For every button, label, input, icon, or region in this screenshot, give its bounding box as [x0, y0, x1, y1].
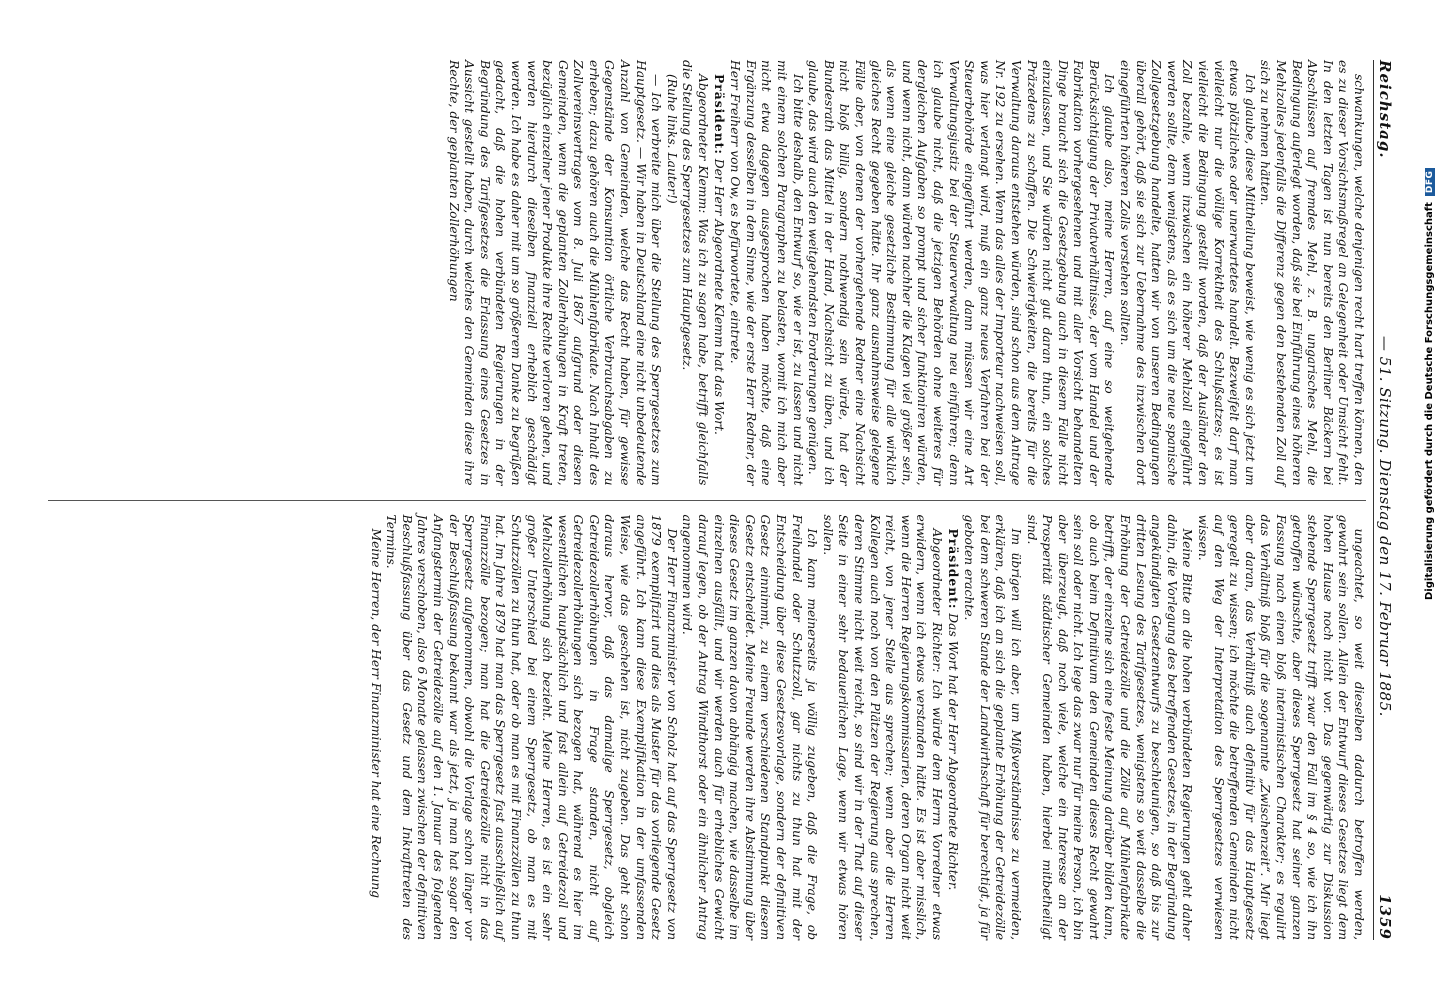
right-column	[48, 515, 1366, 941]
paragraph	[944, 515, 961, 941]
paragraph	[961, 515, 1023, 941]
paragraph-text: Das Wort hat der Herr Abgeordnete Richter.	[945, 613, 960, 891]
paragraph-text: Der Herr Finanzminister von Scholz hat auf das Sperrgesetz von 1879 exemplifizirt und dies als Muster für das vorliegende Gesetz angeführt. Ich kann diese Exemplifikation in der umfassenden Weise, wie das geschehen ist, nicht zugeben. Das geht schon daraus hervor, daß das damalige Sperrgesetz, obgleich Getreidezollerhöhungen in Frage standen, nicht auf Getreidezollerhöhungen sich bezogen hat, während es hier im wesentlichen hauptsächlich und fast allein auf Getreidezoll und Mehlzollerhöhung sich bezieht. Meine Herren, es ist ein sehr großer Unterschied bei einem Sperrgesetz, ob man es mit Schutzzöllen zu thun hat, oder ob man es mit Finanzzöllen zu thun hat. Im Jahre 1879 hat man das Sperrgesetz fast ausschließlich auf Finanzzölle bezogen; man hat die Getreidezölle nicht in das Sperrgesetz aufgenommen, obwohl die Vorlage schon länger vor der Beschlußfassung bekannt war als jetzt, ja man hat sogar den Anfangstermin der Getreidezölle auf den 1. Januar des folgenden Jahres verschoben, also 6 Monate gelassen zwischen der definitiven Beschlußfassung über das Gesetz und dem Inkrafttreten des Termins.	[384, 514, 679, 941]
paragraph-text: Ich glaube, diese Mittheilung beweist, wie wenig es sich jetzt um etwas plötzliches oder unerwartetes handelt. Bezweifelt darf man vielleicht nur die völlige Korrektheit des Schlußsatzes; es ist vielleicht die Bedingung gestellt worden, daß der Ausländer den Zoll bezahle, wenn inzwischen ein höherer Mehlzoll eingeführt werden sollte, denn wenigstens, als es sich um die neue spanische Zollgesetzgebung handelte, hatten wir von unseren Bedingungen überall gehört, daß sie sich zur Uebernahme des inzwischen dort eingeführten höheren Zolls verstehen sollten.	[1118, 60, 1257, 486]
left-column	[48, 60, 1366, 486]
speaker-label: Präsident:	[711, 74, 727, 155]
dfg-logo: DFG	[1425, 168, 1435, 197]
paragraph	[1194, 515, 1366, 941]
paragraph-text: schwankungen, welche denjenigen recht hart treffen können, den es zu dieser Vorsichtsmaßregel an Gelegenheit oder Umsicht fehlt. In den letzten Tagen ist nun bereits den Berliner Bäckern bei Abschlüssen auf fremdes Mehl, z. B. ungarisches Mehl, die Bedingung auferlegt worden, daß sie bei Einführung eines höheren Mehlzolles jedenfalls die Differenz gegen den bestehenden Zoll auf sich zu nehmen hätten.	[1258, 60, 1366, 486]
page-number: 1359	[1376, 894, 1394, 940]
funding-text: Digitalisierung gefördert durch die Deutsche Forschungsgemeinschaft	[1424, 202, 1435, 600]
text-columns	[48, 60, 1366, 940]
paragraph-text: Abgeordneter Klemm: Was ich zu sagen habe, betrifft gleichfalls die Stellung des Sperrgesetzes zum Hauptgesetz.	[680, 60, 711, 486]
paragraph-text: Ich glaube also, meine Herren, auf eine so weitgehende Berücksichtigung der Privatverhältnisse, der vom Handel und der Fabrikation vorhergesehenen und mit aller Vorsicht behandelten Dinge braucht sich die Gesetzgebung auch in diesem Falle nicht einzulassen, und Sie würden nicht gut daran thun, ein solches Präzedens zu schaffen. Die Schwierigkeiten, die bereits für die Verwaltung daraus entstehen würden, sind schon aus dem Antrage Nr. 192 zu ersehen. Wenn das alles der Importeur nachweisen soll, was hier verlangt wird, muß ein ganz neues Verfahren bei der Steuerbehörde eingeführt werden, dann müssen wir eine Art Verwaltungsjustiz bei der Steuerverwaltung neu einführen; denn ich glaube nicht, daß die jetzigen Behörden ohne weiteres für dergleichen Aufgaben so prompt und sicher funktioniren würden, und wenn nicht, dann würden nachher die Klagen viel größer sein, als wenn eine gleiche gesetzliche Bestimmung für alle wirklich gleiches Recht gegeben hätte. Ihr ganz ausnahmsweise gelegene Fälle aber, von denen der vorhergehende Redner eine Nachsicht nicht bloß billig, sondern nothwendig sein würde, hat der Bundesrath das Mittel in der Hand, Nachsicht zu üben, und ich glaube, das wird auch den weitgehendsten Forderungen genügen.	[806, 60, 1117, 486]
paragraph	[1257, 60, 1366, 486]
header-publication: Reichstag.	[1376, 60, 1394, 159]
paragraph-text: Der Herr Abgeordnete Klemm hat das Wort.	[711, 158, 726, 435]
paragraph	[727, 60, 805, 486]
paragraph	[383, 515, 679, 941]
paragraph	[1023, 515, 1195, 941]
paragraph	[367, 515, 383, 941]
paragraph-text: Abgeordneter Richter: Ich würde dem Herrn Vorredner etwas erwidern, wenn ich etwas verstanden hätte. Es ist aber misslich, wenn die Herren Regierungskommissarien, deren Organ nicht weit reicht, von jener Stelle aus sprechen; wenn aber die Herren Kollegen auch noch von den Plätzen der Regierung aus sprechen, deren Stimme nicht weit reicht, so sind wir in der That auf dieser Seite in einer sehr bedauerlichen Lage, wenn wir etwas hören sollen.	[820, 514, 944, 940]
paragraph	[1117, 60, 1257, 486]
paragraph-text: Meine Herren, der Herr Finanzminister hat eine Rechnung	[368, 528, 383, 899]
paragraph-text: Meine Bitte an die hohen verbündeten Regierungen geht daher dahin, die Vorlegung des betreffenden Gesetzes, in der Begründung angekündigten Gesetzentwurfs zu beschleunigen, so daß bis zur dritten Lesung des Tarifgesetzes, wenigstens so weit dasselbe die Erhöhung der Getreidezölle und die Zölle auf Mühlenfabrikate betrifft, der einzelne sich eine feste Meinung darüber bilden kann, ob auch beim Definitivum den Gemeinden dieses Recht gewahrt sein soll oder nicht. Ich lege das zwar nur für meine Person, ich bin aber überzeugt, daß noch viele, welche ein Interesse an der Prosperität städtischer Gemeinden haben, hierbei mitbetheiligt sind.	[1024, 514, 1195, 940]
paragraph-text: Ich bitte deshalb, den Entwurf so, wie er ist, zu lassen und nicht mit einem solchen Paragraphen zu belasten, womit ich mich aber nicht etwa dagegen ausgesprochen haben möchte, daß eine Ergänzung desselben in dem Sinne, wie der erste Herr Redner, der Herr Freiherr von Ow, es befürwortete, eintrete.	[728, 60, 805, 486]
footer-funding-note	[1424, 0, 1435, 600]
paragraph-text: ungeachtet, so weit dieselben dadurch betroffen werden, gewahrt sein sollen. Allein der Entwurf dieses Gesetzes liegt dem hohen Hause noch nicht vor. Das gegenwärtig zur Diskussion stehende Sperrgesetz trifft zwar den Fall im § 4 so, wie ich ihn getroffen wünschte, aber dieses Sperrgesetz hat seiner ganzen Fassung nach einen bloß interimistischen Charakter; es regulirt das Verhältniß bloß für die sogenannte „Zwischenzeit“. Mir liegt aber daran, das Verhältniß auch definitiv für das Hauptgesetz geregelt zu wissen; ich möchte die betreffenden Gemeinden nicht auf den Weg der Interpretation des Sperrgesetzes verwiesen wissen.	[1196, 514, 1366, 940]
paragraph	[679, 60, 710, 486]
paragraph-text: Im übrigen will ich aber, um Mißverständnisse zu vermeiden, erklären, daß ich an sich die geplante Erhöhung der Getreidezölle bei dem schweren Stande der Landwirthschaft für berechtigt, ja für geboten erachte.	[962, 514, 1023, 940]
header-session: — 51. Sitzung. Dienstag den 17. Februar 1885.	[1376, 335, 1394, 717]
paragraph	[819, 515, 944, 941]
paragraph	[663, 60, 679, 486]
paragraph	[710, 60, 727, 486]
column-divider	[48, 500, 1366, 501]
paragraph-text: (Ruhe links. Lauter!)	[664, 74, 679, 204]
running-header	[1373, 60, 1404, 940]
paragraph	[679, 515, 819, 941]
paragraph-text: Ich kann meinerseits ja völlig zugeben, daß die Frage, ob Freihandel oder Schutzzoll, gar nichts zu thun hat mit der Entscheidung über diese Gesetzesvorlage, sondern der definitiven Gesetz einnimmt, zu einem verschiedenen Standpunkt diesem Gesetz entscheidet. Meine Freunde werden ihre Abstimmung über dieses Gesetz im ganzen davon abhängig machen, wie dasselbe im einzelnen ausfällt, und wir werden auch für erhebliches Gewicht darauf legen, ob der Antrag Windthorst oder ein ähnlicher Antrag angenommen wird.	[680, 514, 820, 940]
paragraph-text: — Ich verbreite mich über die Stellung des Sperrgesetzes zum Hauptgesetz. — Wir haben in Deutschland eine nicht unbedeutende Anzahl von Gemeinden, welche das Recht haben, für gewisse Gegenstände der Konsumtion örtliche Verbrauchsabgaben zu erheben; dazu gehören auch die Mühlenfabrikate. Nach Inhalt des Zollvereinsvertrages vom 8. Juli 1867 aufgrund oder diesen Gemeinden, wenn die geplanten Zollerhöhungen in Kraft treten, bezüglich einzelner jener Produkte ihre Rechte verloren gehen, und werden hierdurch dieselben finanziell erheblich geschädigt werden. Ich habe es daher mit um so größerem Danke zu begrüßen gedacht, daß die hohen verbündeten Regierungen in der Begründung des Tarifgesetzes die Erlassung eines Gesetzes in Aussicht gestellt haben, durch welches den Gemeinden diese ihre Rechte, der geplanten Zollerhöhungen	[446, 60, 664, 486]
paragraph	[445, 60, 663, 486]
speaker-label: Präsident:	[945, 528, 961, 610]
paragraph	[805, 60, 1117, 486]
